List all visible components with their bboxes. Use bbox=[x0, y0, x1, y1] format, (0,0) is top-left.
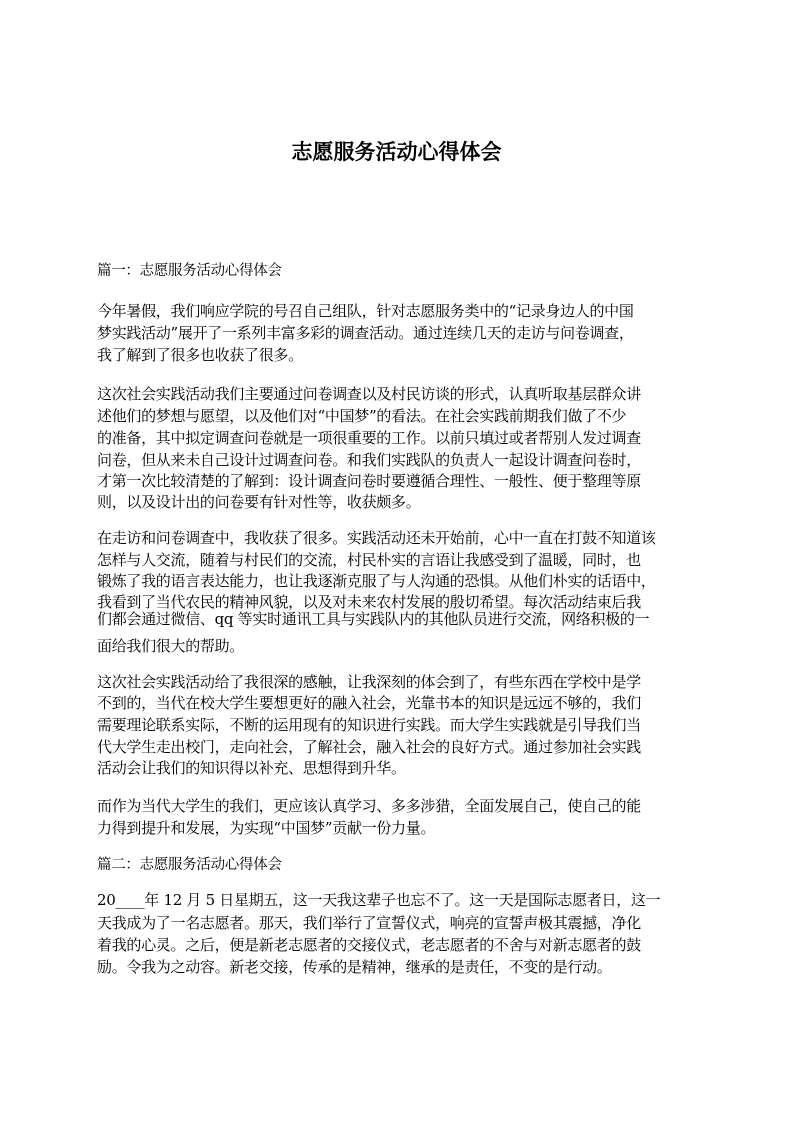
text-line: 们都会通过微信、qq 等实时通讯工具与实践队内的其他队员进行交流，网络积极的一 bbox=[97, 610, 650, 628]
text-line: 代大学生走出校门，走向社会，了解社会，融入社会的良好方式。通过参加社会实践 bbox=[97, 738, 641, 756]
section-heading-2: 篇二：志愿服务活动心得体会 bbox=[97, 857, 282, 873]
page-title: 志愿服务活动心得体会 bbox=[291, 140, 502, 164]
text-line: 活动会让我们的知识得以补充、思想得到升华。 bbox=[97, 759, 406, 777]
text-line: 不到的，当代在校大学生要想更好的融入社会，光靠书本的知识是远远不够的，我们 bbox=[97, 694, 641, 712]
text-line: 才第一次比较清楚的了解到：设计调查问卷时要遵循合理性、一般性、便于整理等原 bbox=[97, 472, 641, 490]
text-line: 梦实践活动”展开了一系列丰富多彩的调查活动。通过连续几天的走访与问卷调查， bbox=[97, 324, 634, 342]
text-line: 力得到提升和发展，为实现“中国梦”贡献一份力量。 bbox=[97, 819, 436, 837]
text-line: 的准备，其中拟定调查问卷就是一项很重要的工作。以前只填过或者帮别人发过调查 bbox=[97, 429, 641, 447]
text-line: 励。令我为之动容。新老交接，传承的是精神，继承的是责任，不变的是行动。 bbox=[97, 958, 612, 976]
text-line: 需要理论联系实际，不断的运用现有的知识进行实践。而大学生实践就是引导我们当 bbox=[97, 716, 641, 734]
text-line: 面给我们很大的帮助。 bbox=[97, 637, 245, 655]
text-line: 20____年 12 月 5 日星期五，这一天我这辈子也忘不了。这一天是国际志愿者日，这一 bbox=[97, 891, 661, 909]
text-line: 这次社会实践活动给了我很深的感触，让我深刻的体会到了，有些东西在学校中是学 bbox=[97, 673, 641, 691]
text-line: 则，以及设计出的问卷要有针对性等，收获颇多。 bbox=[97, 493, 421, 511]
text-line: 在走访和问卷调查中，我收获了很多。实践活动还未开始前，心中一直在打鼓不知道该 bbox=[97, 529, 656, 547]
text-line: 而作为当代大学生的我们，更应该认真学习、多多涉猎，全面发展自己，使自己的能 bbox=[97, 797, 641, 815]
text-line: 我看到了当代农民的精神风貌，以及对未来农村发展的殷切希望。每次活动结束后我 bbox=[97, 593, 641, 611]
text-line: 怎样与人交流，随着与村民们的交流，村民朴实的言语让我感受到了温暖，同时，也 bbox=[97, 551, 641, 569]
text-line: 我了解到了很多也收获了很多。 bbox=[97, 346, 303, 364]
text-line: 问卷，但从来未自己设计过调查问卷。和我们实践队的负责人一起设计调查问卷时， bbox=[97, 451, 641, 469]
text-line: 天我成为了一名志愿者。那天，我们举行了宣誓仪式，响亮的宣誓声极其震撼，净化 bbox=[97, 914, 641, 932]
text-line: 这次社会实践活动我们主要通过问卷调查以及村民访谈的形式，认真听取基层群众讲 bbox=[97, 385, 641, 403]
text-line: 今年暑假，我们响应学院的号召自己组队，针对志愿服务类中的“记录身边人的中国 bbox=[97, 302, 634, 320]
text-line: 述他们的梦想与愿望，以及他们对“中国梦”的看法。在社会实践前期我们做了不少 bbox=[97, 407, 627, 425]
text-line: 着我的心灵。之后，便是新老志愿者的交接仪式，老志愿者的不舍与对新志愿者的鼓 bbox=[97, 936, 641, 954]
text-line: 锻炼了我的语言表达能力，也让我逐渐克服了与人沟通的恐惧。从他们朴实的话语中， bbox=[97, 572, 656, 590]
section-heading-1: 篇一：志愿服务活动心得体会 bbox=[97, 263, 282, 279]
